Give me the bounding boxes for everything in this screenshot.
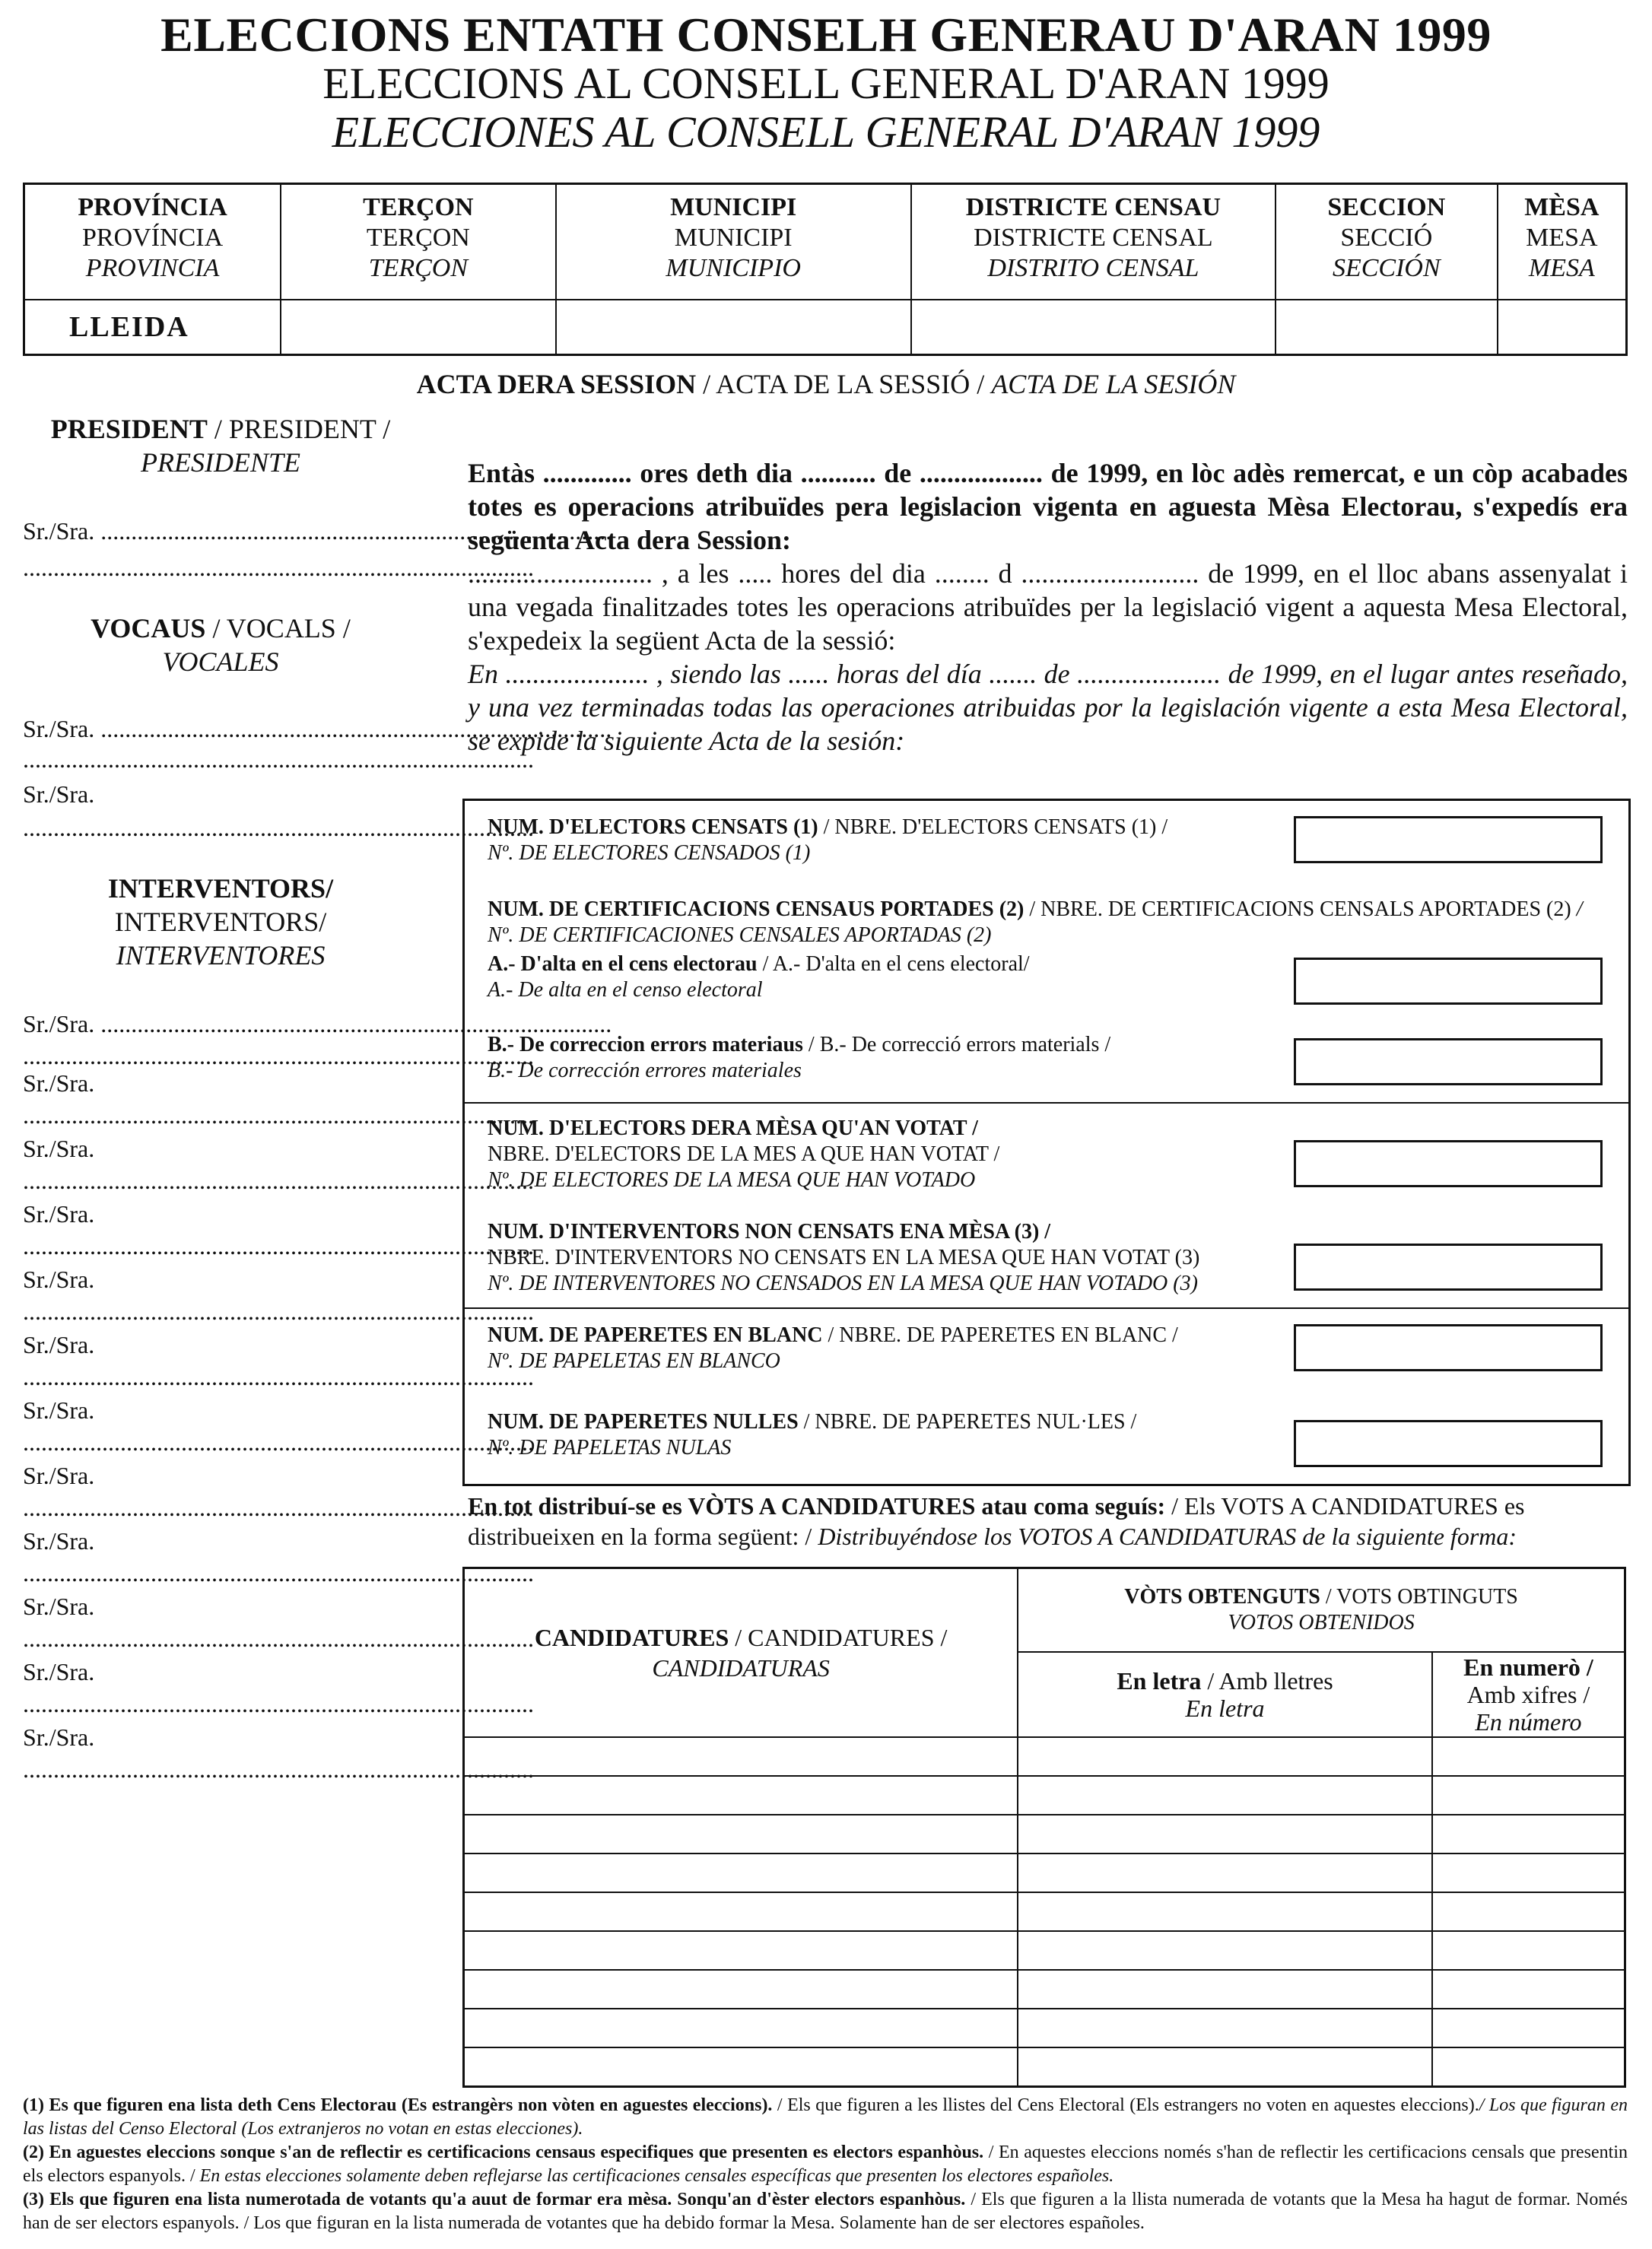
vocals-ca: / VOCALS /: [205, 613, 351, 643]
table-row: [464, 1931, 1625, 1970]
votes-number-cell[interactable]: [1432, 1737, 1625, 1776]
provincia-value[interactable]: LLEIDA: [24, 300, 281, 355]
interventors-nc-input[interactable]: [1294, 1244, 1603, 1291]
note-ca: / Els que figuren a la llista numerada de votants que la Mesa ha hagut de formar. Només han de ser electors espanyols.: [23, 2190, 1628, 2233]
dot-line: ....................................................................................: [23, 1101, 534, 1129]
label-ca: MUNICIPI: [674, 224, 793, 252]
nulles-input[interactable]: [1294, 1420, 1603, 1467]
sr-label: Sr./Sra.: [23, 1010, 95, 1037]
interventor-line-2[interactable]: [23, 1068, 418, 1098]
alta-input[interactable]: [1294, 958, 1603, 1005]
votes-number-cell[interactable]: [1432, 1854, 1625, 1892]
president-section: [23, 412, 418, 479]
field-label-es: Nº. DE INTERVENTORES NO CENSADOS EN LA MESA QUE HAN VOTADO (3): [488, 1272, 1198, 1295]
dot-leader: ....................................................................................: [100, 1010, 612, 1037]
header-labels-row: [24, 184, 1627, 300]
sr-label: Sr./Sra.: [23, 780, 95, 808]
field-label-oc: NUM. D'ELECTORS CENSATS (1): [488, 815, 818, 839]
candidature-cell[interactable]: [464, 1970, 1018, 2009]
num-es: En número: [1475, 1708, 1582, 1736]
field-label-oc: NUM. DE PAPERETES NULLES: [488, 1410, 799, 1434]
header-values-row: [24, 300, 1627, 355]
acta-heading: [0, 368, 1652, 400]
dot-line: ....................................................................................: [23, 1494, 534, 1521]
field-label-oc: NUM. DE CERTIFICACIONS CENSAUS PORTADES (2): [488, 897, 1025, 921]
districte-value[interactable]: [911, 300, 1276, 355]
interventors-ca: INTERVENTORS/: [114, 907, 327, 937]
table-row: [464, 1737, 1625, 1776]
field-label-es: Nº. DE ELECTORES DE LA MESA QUE HAN VOTADO: [488, 1168, 976, 1192]
dot-line: ....................................................................................: [23, 1559, 534, 1587]
label-ca: TERÇON: [366, 224, 470, 252]
interventor-line-12[interactable]: [23, 1722, 418, 1752]
votes-number-cell[interactable]: [1432, 1931, 1625, 1970]
president-es: PRESIDENTE: [141, 447, 300, 478]
letra-header: [1018, 1652, 1432, 1737]
field-label-ca: / A.- D'alta en el cens electoral/: [757, 952, 1030, 976]
field-label-ca: NBRE. D'ELECTORS DE LA MES A QUE HAN VOTAT /: [488, 1142, 1000, 1166]
field-label-ca: / NBRE. DE PAPERETES NUL·LES /: [798, 1410, 1137, 1434]
table-row: [464, 1776, 1625, 1815]
cand-ca: / CANDIDATURES /: [729, 1624, 948, 1651]
label-oc: PROVÍNCIA: [78, 193, 227, 221]
numero-header: [1432, 1652, 1625, 1737]
seccion-value[interactable]: [1276, 300, 1498, 355]
dot-line: ....................................................................................: [23, 1690, 534, 1717]
interventor-line-9[interactable]: [23, 1526, 418, 1556]
field-label-es: / Nº. DE CERTIFICACIONES CENSALES APORTADAS (2): [488, 897, 1583, 947]
field-label-ca: / NBRE. D'ELECTORS CENSATS (1) /: [818, 815, 1168, 839]
num-ca: Amb xifres /: [1466, 1681, 1590, 1708]
votes-ca: / VOTS OBTINGUTS: [1320, 1585, 1518, 1609]
interventor-line-11[interactable]: [23, 1657, 418, 1687]
label-ca: PROVÍNCIA: [82, 224, 224, 252]
dot-line: ....................................................................................: [23, 745, 534, 773]
header-cell-mesa: [1498, 184, 1627, 300]
field-label-oc: NUM. D'ELECTORS DERA MÈSA QU'AN VOTAT /: [488, 1117, 978, 1140]
field-label-ca: NBRE. D'INTERVENTORS NO CENSATS EN LA MESA QUE HAN VOTAT (3): [488, 1246, 1200, 1269]
field-label-oc: NUM. D'INTERVENTORS NON CENSATS ENA MÈSA (3) /: [488, 1220, 1051, 1244]
num-oc: En numerò /: [1463, 1653, 1593, 1681]
votes-letters-cell[interactable]: [1018, 1970, 1432, 2009]
vocals-section: [23, 611, 418, 678]
letra-oc: En letra: [1117, 1667, 1202, 1695]
interventor-line-1[interactable]: [23, 1009, 612, 1039]
field-label-oc: A.- D'alta en el cens electorau: [488, 952, 758, 976]
location-header-table: [23, 183, 1628, 356]
votes-oc: VÒTS OBTENGUTS: [1124, 1585, 1320, 1609]
interventor-line-10[interactable]: [23, 1591, 418, 1622]
header-cell-tercon: [281, 184, 555, 300]
vocals-oc: VOCAUS: [91, 613, 206, 643]
dot-line: ....................................................................................: [23, 1428, 534, 1456]
footnote-2: [23, 2141, 1628, 2188]
distribution-es: Distribuyéndose los VOTOS A CANDIDATURAS de la siguiente forma:: [818, 1523, 1517, 1550]
president-signature-line[interactable]: [23, 516, 612, 546]
field-alta: [488, 951, 1279, 1003]
field-label-ca: / NBRE. DE PAPERETES EN BLANC /: [822, 1323, 1178, 1347]
label-oc: DISTRICTE CENSAU: [965, 193, 1222, 221]
intro-es: En ..................... , siendo las ...... horas del día ....... de ..................... de 1999, en el lugar antes reseñado, y una vez terminadas todas las operaciones atribuidas por la legislación vigente a esta Mesa Electoral, se expide la siguiente Acta de la sesión:: [468, 659, 1628, 756]
sr-label: Sr./Sra.: [23, 1266, 95, 1293]
field-label-es: Nº. DE PAPELETAS NULAS: [488, 1436, 732, 1460]
dot-line: ....................................................................................: [23, 1298, 534, 1325]
votes-letters-cell[interactable]: [1018, 1854, 1432, 1892]
votes-number-cell[interactable]: [1432, 1970, 1625, 2009]
dot-line: ....................................................................................: [23, 1167, 534, 1194]
votes-letters-cell[interactable]: [1018, 1737, 1432, 1776]
label-ca: MESA: [1526, 224, 1598, 252]
sr-label: Sr./Sra.: [23, 1593, 95, 1620]
mesa-value[interactable]: [1498, 300, 1627, 355]
field-label-es: A.- De alta en el censo electoral: [488, 978, 763, 1002]
note-ca: / En aquestes eleccions només s'han de reflectir les certificacions censals que presentin els electors espanyols. /: [23, 2143, 1628, 2186]
sr-label: Sr./Sra.: [23, 1723, 95, 1751]
cand-oc: CANDIDATURES: [534, 1624, 729, 1651]
title-spanish: ELECCIONES AL CONSELL GENERAL D'ARAN 1999: [332, 107, 1320, 157]
vocal-signature-line-1[interactable]: [23, 713, 612, 744]
field-label-es: Nº. DE ELECTORES CENSADOS (1): [488, 841, 811, 865]
votes-letters-cell[interactable]: [1018, 1892, 1432, 1931]
title-aranese: ELECCIONS ENTATH CONSELH GENERAU D'ARAN 1999: [160, 8, 1492, 62]
candidature-cell[interactable]: [464, 1815, 1018, 1854]
page-title-block: [0, 8, 1652, 157]
note-oc: (1) Es que figuren ena lista deth Cens Electorau (Es estrangèrs non vòten en aguestes eleccions).: [23, 2095, 773, 2115]
letra-ca: / Amb lletres: [1201, 1667, 1333, 1695]
dot-leader: ....................................................................................: [100, 715, 612, 742]
field-label-es: B.- De corrección errores materiales: [488, 1059, 802, 1082]
dot-line: ....................................................................................: [23, 1755, 534, 1783]
interventor-line-7[interactable]: [23, 1395, 418, 1425]
sr-label: Sr./Sra.: [23, 1462, 95, 1489]
distribution-ca: / Els VOTS A CANDIDATURES es distribueixen en la forma següent: /: [468, 1492, 1525, 1550]
sr-label: Sr./Sra.: [23, 715, 95, 742]
label-oc: MÈSA: [1524, 193, 1600, 221]
votes-letters-cell[interactable]: [1018, 1931, 1432, 1970]
table-row: [464, 1815, 1625, 1854]
candidature-cell[interactable]: [464, 1737, 1018, 1776]
note-es: / Los que figuran en las listas del Censo Electoral (Los extranjeros no votan en estas elecciones).: [23, 2095, 1628, 2139]
label-es: SECCIÓN: [1332, 254, 1441, 282]
note-es: En estas elecciones solamente deben reflejarse las certificaciones censales específicas que presenten los electores españoles.: [199, 2166, 1114, 2186]
candidature-cell[interactable]: [464, 1931, 1018, 1970]
counts-box: [462, 799, 1631, 1486]
dot-line: ....................................................................................: [23, 554, 534, 581]
title-catalan: ELECCIONS AL CONSELL GENERAL D'ARAN 1999: [322, 59, 1330, 108]
divider: [465, 1307, 1628, 1309]
candidature-cell[interactable]: [464, 1776, 1018, 1815]
session-intro: [468, 456, 1628, 758]
letra-es: En letra: [1185, 1695, 1265, 1722]
correccion-input[interactable]: [1294, 1038, 1603, 1085]
note-ca: / Els que figuren a les llistes del Cens Electoral (Els estrangers no voten en aquestes eleccions).: [772, 2095, 1479, 2115]
president-oc: PRESIDENT: [50, 414, 208, 444]
field-votat: [488, 1116, 1279, 1193]
field-nulles: [488, 1409, 1279, 1461]
label-es: MESA: [1528, 254, 1595, 282]
label-es: TERÇON: [368, 254, 469, 282]
votes-number-cell[interactable]: [1432, 1776, 1625, 1815]
vocal-signature-line-2[interactable]: [23, 779, 418, 809]
field-label-oc: NUM. DE PAPERETES EN BLANC: [488, 1323, 823, 1347]
candidatures-table: [462, 1567, 1626, 2088]
candidatures-header: [464, 1568, 1018, 1738]
sr-label: Sr./Sra.: [23, 517, 95, 545]
sr-label: Sr./Sra.: [23, 1069, 95, 1097]
label-oc: TERÇON: [363, 193, 474, 221]
label-ca: SECCIÓ: [1340, 224, 1433, 252]
field-correccion: [488, 1032, 1279, 1084]
sr-label: Sr./Sra.: [23, 1135, 95, 1162]
candidature-cell[interactable]: [464, 2047, 1018, 2087]
tercon-value[interactable]: [281, 300, 555, 355]
field-label-ca: / B.- De correcció errors materials /: [802, 1033, 1111, 1056]
votes-number-cell[interactable]: [1432, 1815, 1625, 1854]
electors-censats-input[interactable]: [1294, 816, 1603, 863]
label-oc: SECCION: [1327, 193, 1446, 221]
note-es: / Los que figuran en la lista numerada de votantes que ha debido formar la Mesa. Solamente han de ser electores españoles.: [243, 2213, 1145, 2233]
distribution-text: [468, 1491, 1628, 1552]
votat-input[interactable]: [1294, 1140, 1603, 1187]
votes-letters-cell[interactable]: [1018, 1815, 1432, 1854]
interventors-section: [23, 872, 418, 972]
divider: [465, 1102, 1628, 1104]
candidature-cell[interactable]: [464, 2009, 1018, 2047]
interventor-line-4[interactable]: [23, 1199, 418, 1229]
acta-ca: ACTA DE LA SESSIÓ: [716, 369, 971, 399]
interventor-line-3[interactable]: [23, 1133, 418, 1164]
acta-oc: ACTA DERA SESSION: [416, 369, 697, 399]
votes-header: [1018, 1568, 1625, 1653]
sr-label: Sr./Sra.: [23, 1527, 95, 1555]
header-cell-districte: [911, 184, 1276, 300]
sr-label: Sr./Sra.: [23, 1396, 95, 1424]
cand-es: CANDIDATURAS: [652, 1654, 830, 1682]
sr-label: Sr./Sra.: [23, 1331, 95, 1358]
sr-label: Sr./Sra.: [23, 1200, 95, 1228]
dot-leader: ....................................................................................: [100, 517, 612, 545]
acta-sep: /: [970, 369, 992, 399]
label-es: PROVINCIA: [85, 254, 220, 282]
interventors-oc: INTERVENTORS/: [107, 873, 334, 904]
votes-number-cell[interactable]: [1432, 2009, 1625, 2047]
candidature-cell[interactable]: [464, 1854, 1018, 1892]
votes-letters-cell[interactable]: [1018, 2047, 1432, 2087]
candidature-cell[interactable]: [464, 1892, 1018, 1931]
interventors-es: INTERVENTORES: [116, 940, 326, 970]
label-es: DISTRITO CENSAL: [987, 254, 1199, 282]
votes-letters-cell[interactable]: [1018, 1776, 1432, 1815]
note-oc: (3) Els que figuren ena lista numerotada de votants qu'a auut de formar era mèsa. Sonqu'an d'èster electors espanhòus.: [23, 2190, 966, 2209]
dot-line: ....................................................................................: [23, 1042, 534, 1069]
label-oc: MUNICIPI: [670, 193, 797, 221]
field-interventors-nc: [488, 1219, 1279, 1297]
vocals-es: VOCALES: [162, 646, 279, 677]
label-es: MUNICIPIO: [666, 254, 801, 282]
votes-letters-cell[interactable]: [1018, 2009, 1432, 2047]
table-row: [464, 1892, 1625, 1931]
votes-number-cell[interactable]: [1432, 1892, 1625, 1931]
note-oc: (2) En aguestes eleccions sonque s'an de reflectir es certificacions censaus especifiques que presenten es electors espanhòus.: [23, 2143, 984, 2162]
intro-ca: ........................... , a les ..... hores del dia ........ d .......................... de 1999, en el lloc abans assenyalat i una vegada finalitzades totes les operacions atribuïdes per la legislació vigent a aquesta Mesa Electoral, s'expedeix la següent Acta de la sessió:: [468, 558, 1628, 656]
table-row: [464, 1854, 1625, 1892]
president-ca: / PRESIDENT /: [207, 414, 391, 444]
table-row: [464, 2047, 1625, 2087]
label-ca: DISTRICTE CENSAL: [974, 224, 1213, 252]
acta-sep: /: [696, 369, 716, 399]
header-cell-municipi: [556, 184, 911, 300]
field-label-oc: B.- De correccion errors materiaus: [488, 1033, 803, 1056]
field-blanc: [488, 1323, 1279, 1374]
footnote-3: [23, 2188, 1628, 2235]
dot-line: ....................................................................................: [23, 814, 534, 841]
municipi-value[interactable]: [556, 300, 911, 355]
header-cell-seccion: [1276, 184, 1498, 300]
field-electors-censats: [488, 815, 1279, 866]
sr-label: Sr./Sra.: [23, 1658, 95, 1685]
dot-line: ....................................................................................: [23, 1232, 534, 1260]
blanc-input[interactable]: [1294, 1324, 1603, 1371]
header-cell-provincia: [24, 184, 281, 300]
intro-oc: Entàs ............. ores deth dia ........... de .................. de 1999, en lòc adès remercat, e un còp acabades totes es operacions atribuïdes pera legislacion vigenta en aguesta Mèsa Electorau, s'expedís era següenta Acta dera Session:: [468, 458, 1628, 555]
votes-number-cell[interactable]: [1432, 2047, 1625, 2087]
votes-es: VOTOS OBTENIDOS: [1228, 1611, 1415, 1634]
field-label-ca: / NBRE. DE CERTIFICACIONS CENSALS APORTADES (2): [1024, 897, 1577, 921]
dot-line: ....................................................................................: [23, 1363, 534, 1390]
distribution-oc: En tot distribuí-se es VÒTS A CANDIDATURES atau coma seguís:: [468, 1492, 1166, 1520]
dot-line: ....................................................................................: [23, 1625, 534, 1652]
acta-es: ACTA DE LA SESIÓN: [991, 369, 1236, 399]
interventor-line-5[interactable]: [23, 1264, 418, 1294]
interventor-line-6[interactable]: [23, 1329, 418, 1360]
field-certificacions: [488, 897, 1613, 948]
interventor-line-8[interactable]: [23, 1460, 418, 1491]
table-row: [464, 1970, 1625, 2009]
table-row: [464, 2009, 1625, 2047]
candidatures-header-row-1: [464, 1568, 1625, 1653]
field-label-es: Nº. DE PAPELETAS EN BLANCO: [488, 1349, 780, 1373]
footnote-1: [23, 2094, 1628, 2141]
footnotes: [23, 2094, 1628, 2235]
